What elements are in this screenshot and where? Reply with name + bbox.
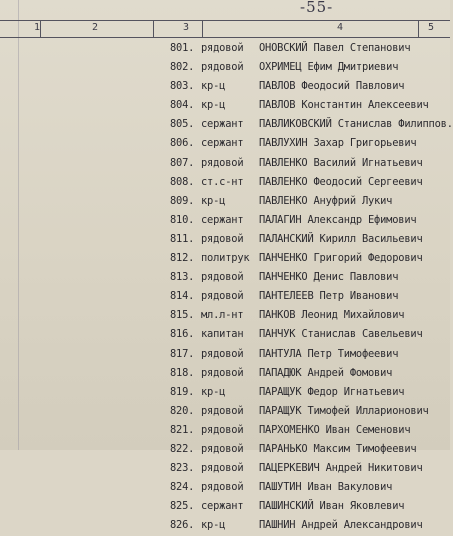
row-number: 813. — [170, 271, 195, 284]
row-number: 820. — [170, 404, 195, 417]
row-rank: кр-ц — [201, 385, 226, 398]
row-number: 816. — [170, 328, 195, 341]
roster-row — [0, 441, 450, 460]
row-name: ПАРАНЬКО Максим Тимофеевич — [259, 442, 417, 455]
row-number: 807. — [170, 156, 195, 169]
row-name: ПАВЛИКОВСКИЙ Станислав Филиппов. — [259, 118, 453, 131]
row-number: 814. — [170, 290, 195, 303]
column-separator — [202, 21, 203, 37]
row-name: ПАШИНСКИЙ Иван Яковлевич — [259, 500, 405, 513]
row-rank: мл.л-нт — [201, 309, 244, 322]
roster-row — [0, 97, 450, 116]
roster-row — [0, 403, 450, 422]
row-name: ПАВЛЕНКО Феодосий Сергеевич — [259, 175, 423, 188]
row-number: 811. — [170, 232, 195, 245]
roster-row — [0, 174, 450, 193]
row-rank: рядовой — [201, 347, 244, 360]
row-number: 817. — [170, 347, 195, 360]
row-rank: сержант — [201, 213, 244, 226]
row-rank: сержант — [201, 118, 244, 131]
roster-row — [0, 384, 450, 403]
row-rank: сержант — [201, 500, 244, 513]
row-name: ПАЦЕРКЕВИЧ Андрей Никитович — [259, 462, 423, 475]
row-name: ПАВЛУХИН Захар Григорьевич — [259, 137, 417, 150]
row-name: ПАВЛОВ Феодосий Павлович — [259, 80, 405, 93]
roster-row — [0, 498, 450, 517]
roster-row — [0, 422, 450, 441]
roster-row — [0, 231, 450, 250]
row-number: 806. — [170, 137, 195, 150]
roster-row — [0, 155, 450, 174]
row-name: ПАВЛЕНКО Ануфрий Лукич — [259, 194, 393, 207]
row-rank: рядовой — [201, 290, 244, 303]
row-rank: рядовой — [201, 481, 244, 494]
row-name: ПАПАДЮК Андрей Фомович — [259, 366, 393, 379]
row-name: ПАНТУЛА Петр Тимофеевич — [259, 347, 399, 360]
row-name: ПАНКОВ Леонид Михайлович — [259, 309, 405, 322]
row-name: ПАНЧЕНКО Григорий Федорович — [259, 252, 423, 265]
row-number: 801. — [170, 42, 195, 54]
column-separator — [153, 21, 154, 37]
row-number: 819. — [170, 385, 195, 398]
roster-row — [0, 78, 450, 97]
row-name: ПАВЛЕНКО Василий Игнатьевич — [259, 156, 423, 169]
roster-row — [0, 269, 450, 288]
roster-row — [0, 346, 450, 365]
row-rank: рядовой — [201, 61, 244, 74]
row-name: ОНОВСКИЙ Павел Степанович — [259, 42, 411, 54]
row-number: 804. — [170, 99, 195, 112]
row-rank: рядовой — [201, 442, 244, 455]
roster-row — [0, 517, 450, 536]
row-number: 821. — [170, 423, 195, 436]
table-header — [0, 20, 450, 38]
roster-row — [0, 193, 450, 212]
row-name: ПАЛАНСКИЙ Кирилл Васильевич — [259, 232, 423, 245]
column-label-3: 3 — [183, 22, 190, 33]
roster-row — [0, 307, 450, 326]
row-rank: политрук — [201, 252, 250, 265]
row-rank: рядовой — [201, 423, 244, 436]
roster-row — [0, 479, 450, 498]
row-name: ПАРХОМЕНКО Иван Семенович — [259, 423, 411, 436]
row-number: 802. — [170, 61, 195, 74]
row-rank: кр-ц — [201, 194, 226, 207]
row-rank: кр-ц — [201, 80, 226, 93]
roster-row — [0, 460, 450, 479]
row-name: ПАРАЩУК Тимофей Илларионович — [259, 404, 429, 417]
row-rank: рядовой — [201, 232, 244, 245]
row-rank: кр-ц — [201, 99, 226, 112]
row-name: ПАШУТИН Иван Вакулович — [259, 481, 393, 494]
roster-row — [0, 59, 450, 78]
column-label-1: 1 — [34, 22, 41, 33]
page-number: -55- — [300, 0, 334, 16]
roster-row — [0, 212, 450, 231]
row-rank: рядовой — [201, 404, 244, 417]
row-name: ОХРИМЕЦ Ефим Дмитриевич — [259, 61, 399, 74]
row-number: 810. — [170, 213, 195, 226]
row-name: ПАШНИН Андрей Александрович — [259, 519, 423, 532]
row-rank: рядовой — [201, 271, 244, 284]
row-number: 826. — [170, 519, 195, 532]
row-rank: сержант — [201, 137, 244, 150]
row-number: 809. — [170, 194, 195, 207]
row-rank: рядовой — [201, 462, 244, 475]
row-name: ПАРАЩУК Федор Игнатьевич — [259, 385, 405, 398]
row-number: 824. — [170, 481, 195, 494]
roster-row — [0, 365, 450, 384]
row-rank: кр-ц — [201, 519, 226, 532]
roster-row — [0, 40, 450, 59]
row-rank: рядовой — [201, 42, 244, 54]
row-number: 805. — [170, 118, 195, 131]
row-name: ПАНТЕЛЕЕВ Петр Иванович — [259, 290, 399, 303]
roster-row — [0, 135, 450, 154]
row-rank: рядовой — [201, 156, 244, 169]
column-label-4: 4 — [337, 22, 344, 33]
row-rank: капитан — [201, 328, 244, 341]
roster-row — [0, 326, 450, 345]
row-number: 822. — [170, 442, 195, 455]
row-name: ПАЛАГИН Александр Ефимович — [259, 213, 417, 226]
row-name: ПАНЧУК Станислав Савельевич — [259, 328, 423, 341]
row-number: 818. — [170, 366, 195, 379]
column-separator — [40, 21, 41, 37]
column-separator — [418, 21, 419, 37]
column-label-5: 5 — [428, 22, 435, 33]
row-rank: рядовой — [201, 366, 244, 379]
row-number: 815. — [170, 309, 195, 322]
roster-row — [0, 250, 450, 269]
row-number: 825. — [170, 500, 195, 513]
roster-list — [0, 40, 453, 536]
row-rank: ст.с-нт — [201, 175, 244, 188]
row-number: 803. — [170, 80, 195, 93]
row-number: 812. — [170, 252, 195, 265]
row-number: 808. — [170, 175, 195, 188]
row-number: 823. — [170, 462, 195, 475]
column-label-2: 2 — [92, 22, 99, 33]
row-name: ПАВЛОВ Константин Алексеевич — [259, 99, 429, 112]
roster-row — [0, 116, 453, 135]
row-name: ПАНЧЕНКО Денис Павлович — [259, 271, 399, 284]
roster-row — [0, 288, 450, 307]
